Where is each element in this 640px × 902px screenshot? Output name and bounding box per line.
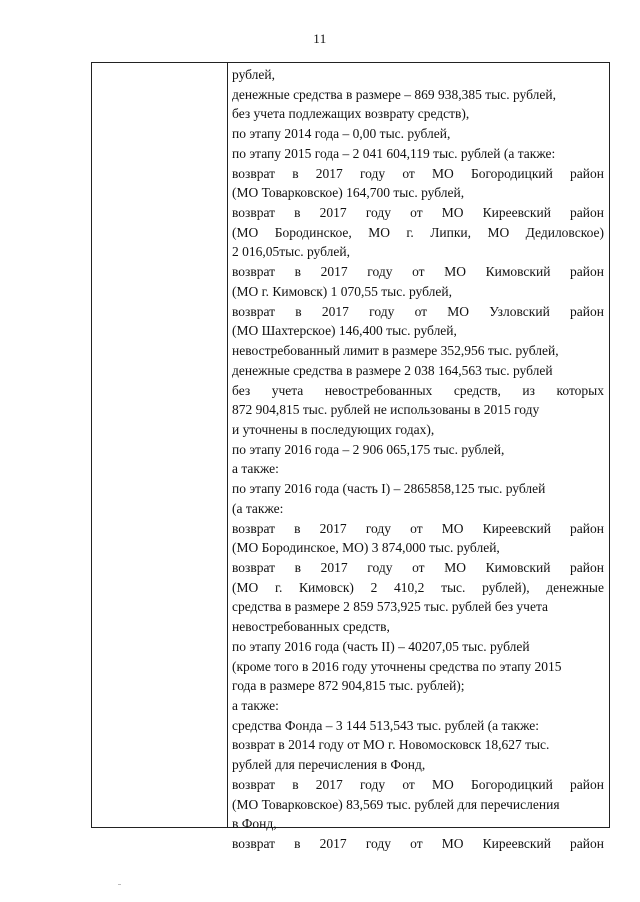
text-line: без учета подлежащих возврату средств), xyxy=(232,106,470,122)
text-line: (МО г. Кимовск) 2 410,2 тыс. рублей), денежные xyxy=(232,579,604,595)
text-line: возврат в 2017 году от МО Киреевский район xyxy=(232,205,604,221)
table-left-cell xyxy=(92,63,228,827)
text-line: по этапу 2014 года – 0,00 тыс. рублей, xyxy=(232,126,451,142)
text-line: 872 904,815 тыс. рублей не использованы в 2015 году xyxy=(232,402,540,418)
text-line: средства в размере 2 859 573,925 тыс. рублей без учета xyxy=(232,599,549,615)
text-line: невостребованный лимит в размере 352,956 тыс. рублей, xyxy=(232,343,559,359)
text-line: (кроме того в 2016 году уточнены средства по этапу 2015 xyxy=(232,658,562,674)
text-line: (МО Бородинское, МО г. Липки, МО Дедиловское) xyxy=(232,224,604,240)
text-line: невостребованных средств, xyxy=(232,619,390,635)
text-line: по этапу 2016 года (часть I) – 2865858,125 тыс. рублей xyxy=(232,481,546,497)
text-line: а также: xyxy=(232,698,279,713)
text-line: года в размере 872 904,815 тыс. рублей); xyxy=(232,678,465,694)
text-line: возврат в 2017 году от МО Киреевский район xyxy=(232,520,604,536)
text-line: возврат в 2017 году от МО Богородицкий район xyxy=(232,776,604,792)
text-line: по этапу 2015 года – 2 041 604,119 тыс. рублей (а также: xyxy=(232,145,556,161)
text-line: возврат в 2017 году от МО Богородицкий район xyxy=(232,165,604,181)
text-line: денежные средства в размере – 869 938,385 тыс. рублей, xyxy=(232,86,556,102)
text-line: (МО г. Кимовск) 1 070,55 тыс. рублей, xyxy=(232,283,452,299)
text-line: возврат в 2017 году от МО Киреевский район xyxy=(232,836,604,852)
page-number: 11 xyxy=(313,31,327,46)
text-line: возврат в 2017 году от МО Узловский район xyxy=(232,303,604,319)
text-line: (МО Товарковское) 83,569 тыс. рублей для перечисления xyxy=(232,796,560,812)
text-line: средства Фонда – 3 144 513,543 тыс. рублей (а также: xyxy=(232,717,539,733)
scan-artifact xyxy=(118,884,121,885)
text-line: (а также: xyxy=(232,500,284,516)
text-line: возврат в 2017 году от МО Кимовский район xyxy=(232,264,604,280)
text-line: (МО Товарковское) 164,700 тыс. рублей, xyxy=(232,185,465,201)
text-line: (МО Бородинское, МО) 3 874,000 тыс. рублей, xyxy=(232,540,500,556)
text-line: а также: xyxy=(232,461,279,477)
table-text-block xyxy=(232,65,604,854)
text-line: возврат в 2017 году от МО Кимовский район xyxy=(232,559,604,575)
text-line: без учета невостребованных средств, из которых xyxy=(232,382,604,398)
table-right-cell xyxy=(228,63,609,852)
text-line: и уточнены в последующих годах), xyxy=(232,421,435,437)
text-line: 2 016,05тыс. рублей, xyxy=(232,244,350,260)
document-table xyxy=(91,62,610,852)
text-line: по этапу 2016 года – 2 906 065,175 тыс. рублей, xyxy=(232,441,505,457)
text-line: денежные средства в размере 2 038 164,563 тыс. рублей xyxy=(232,362,553,378)
text-line: рублей для перечисления в Фонд, xyxy=(232,757,426,773)
text-line: по этапу 2016 года (часть II) – 40207,05 тыс. рублей xyxy=(232,638,530,654)
text-line: возврат в 2014 году от МО г. Новомосковск 18,627 тыс. xyxy=(232,737,550,753)
text-line: (МО Шахтерское) 146,400 тыс. рублей, xyxy=(232,323,457,339)
text-line: рублей, xyxy=(232,67,276,82)
text-line: в Фонд, xyxy=(232,816,277,832)
